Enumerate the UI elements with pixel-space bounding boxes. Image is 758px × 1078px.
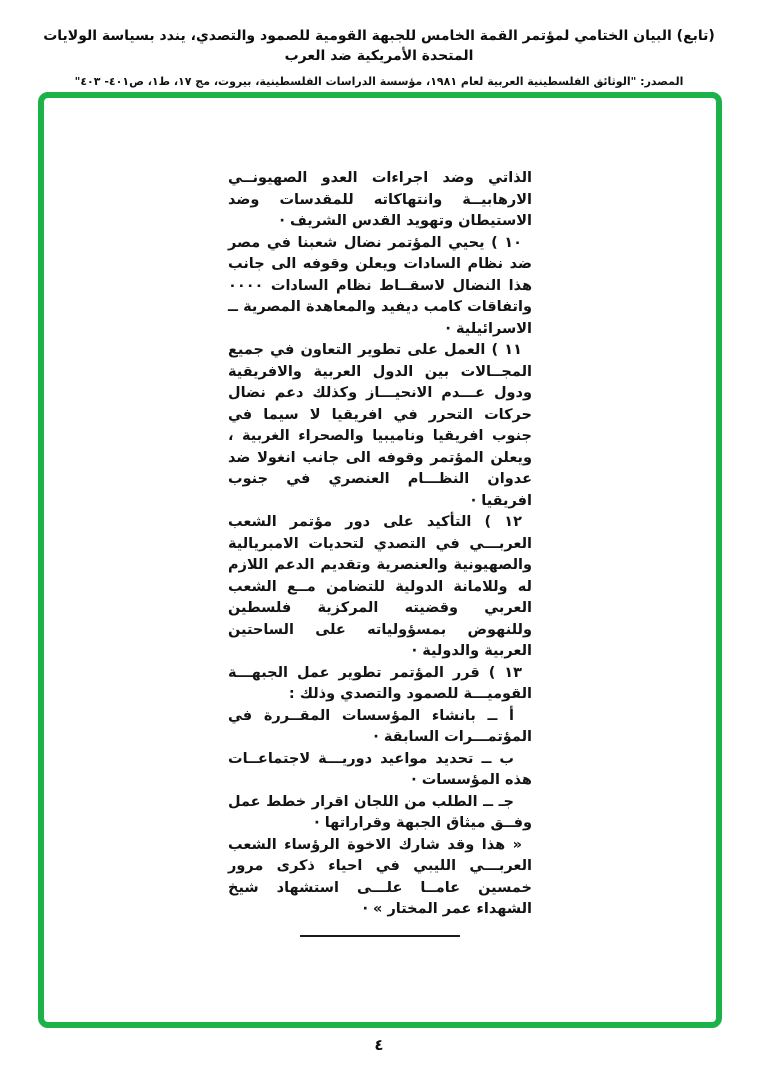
document-source-citation: المصدر: "الوثائق الفلسطينية العربية لعام ١٩٨١، مؤسسة الدراسات الفلسطينية، بيروت، مج ١٧، ط١، ص٤٠١- ٤٠٣" [74,75,684,88]
body-paragraph-item-10: ١٠ ) يحيي المؤتمر نضال شعبنا في مصر ضد نظام السادات ويعلن وقوفه الى جانب هذا النضال لاسقــاط نظام السادات ٠٠٠٠ واتفاقات كامب ديفيد والمعاهدة المصرية ــ الاسرائيلية · [228,234,532,337]
end-of-text-divider [300,935,460,937]
document-title: (تابع) البيان الختامي لمؤتمر القمة الخامس للجبهة القومية للصمود والتصدي، يندد بسياسة الولايات المتحدة الأمريكية ضد العرب [43,28,715,64]
body-paragraph-item-a: أ ــ بانشاء المؤسسات المقــررة في المؤتمـــرات السابقة · [228,707,532,745]
document-header [20,26,738,89]
body-paragraph-item-j: جـ ــ الطلب من اللجان اقرار خطط عمل وفــق ميثاق الجبهة وقراراتها · [228,793,532,831]
body-paragraph-item-b: ب ــ تحديد مواعيد دوريـــة لاجتماعــات هذه المؤسسات · [228,750,532,788]
body-paragraph-item-13: ١٣ ) قرر المؤتمر تطوير عمل الجبهـــة القوميـــة للصمود والتصدي وذلك : [228,664,532,702]
body-paragraph-item-12: ١٢ ) التأكيد على دور مؤتمر الشعب العربـــي في التصدي لتحديات الامبريالية والصهيونية والعنصرية وتقديم الدعم اللازم له وللامانة الدولية للتضامن مــع الشعب العربي وقضيته المركزية فلسطين وللنهوض بمسؤولياته على الساحتين العربية والدولية · [228,514,532,659]
body-paragraph-item-11: ١١ ) العمل على تطوير التعاون في جميع المجــالات بين الدول العربية والافريقية ودول عـــدم الانحيـــاز وكذلك دعم نضال حركات التحرر في افريقيا لا سيما في جنوب افريقيا وناميبيا والصحراء الغربية ، ويعلن المؤتمر وقوفه الى جانب انغولا ضد عدوان النظـــام العنصري في جنوب افريقيا · [228,342,532,509]
document-frame [38,92,722,1028]
page-number: ٤ [374,1036,384,1054]
body-paragraph: الذاتي وضد اجراءات العدو الصهيونــي الارهابيــة وانتهاكاته للمقدسات وضد الاستيطان وتهويد القدس الشريف · [228,170,532,229]
document-body [228,168,532,921]
body-paragraph-closing-note: « هذا وقد شارك الاخوة الرؤساء الشعب العربـــي الليبي في احياء ذكرى مرور خمسين عامــا علـــى استشهاد شيخ الشهداء عمر المختار » · [228,836,532,917]
